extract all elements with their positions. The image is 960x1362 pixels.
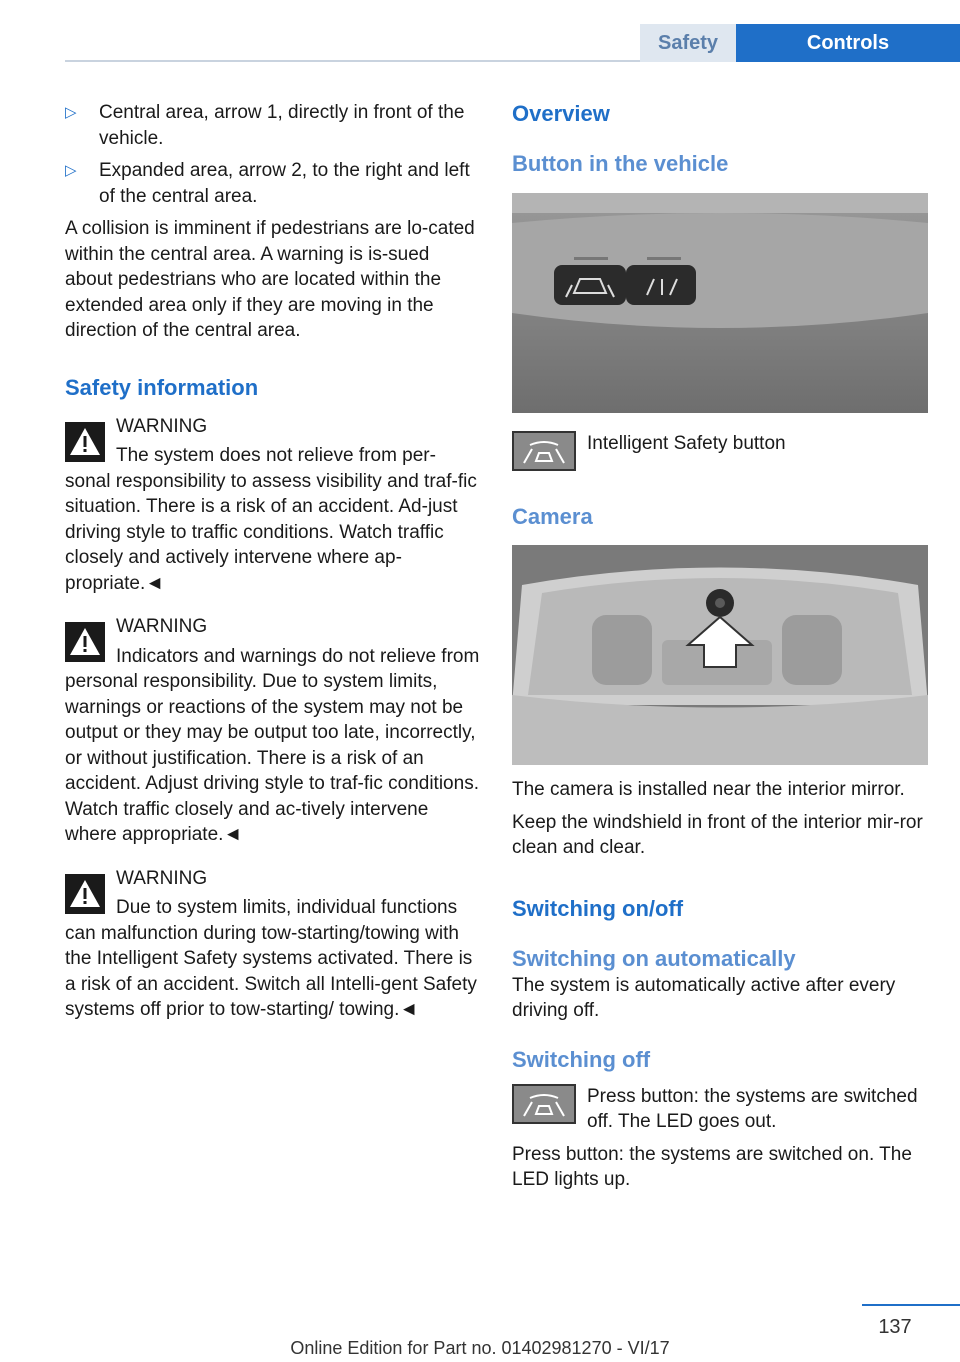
warning-block bbox=[65, 866, 481, 1023]
bullet-item bbox=[65, 158, 481, 209]
switch-on-auto-text: The system is automatically active after every driving off. bbox=[512, 974, 896, 1021]
switch-off-text: Press button: the systems are switched off. The LED goes out. bbox=[587, 1085, 918, 1132]
triangle-bullet-icon: ▷ bbox=[65, 162, 77, 179]
safety-heading: Safety information bbox=[65, 374, 259, 400]
switch-on-text: Press button: the systems are switched on. The LED lights up. bbox=[512, 1143, 912, 1190]
warning-text: Due to system limits, individual functions can malfunction during tow-starting/towing with the Intelligent Safety systems activated. There is a risk of an accident. Switch all Intelli-gent Safety systems off prior to tow-starting/ towing.◄ bbox=[65, 897, 477, 1020]
bullet-text: Central area, arrow 1, directly in front of the vehicle. bbox=[99, 102, 465, 149]
edition-note: Online Edition for Part no. 01402981270 - VI/17 bbox=[290, 1338, 670, 1358]
camera-location-text: The camera is installed near the interior mirror. bbox=[512, 779, 905, 800]
bullet-item bbox=[65, 100, 481, 151]
warning-block bbox=[65, 414, 481, 597]
warning-block bbox=[65, 614, 481, 848]
camera-heading: Camera bbox=[512, 504, 593, 529]
warning-title: WARNING bbox=[116, 415, 208, 437]
page-number: 137 bbox=[878, 1316, 912, 1338]
left-column bbox=[65, 100, 481, 1023]
button-caption: Intelligent Safety button bbox=[587, 433, 786, 454]
switch-off-row bbox=[512, 1084, 928, 1135]
button-heading: Button in the vehicle bbox=[512, 151, 729, 176]
collision-paragraph: A collision is imminent if pedestrians are lo-cated within the central area. A warning is is-sued about pedestrians who are located within the extended area only if they are moving in the direction of the central area. bbox=[65, 218, 475, 341]
warning-triangle-icon bbox=[65, 622, 105, 662]
switch-on-auto-heading: Switching on automatically bbox=[512, 945, 796, 971]
warning-title: WARNING bbox=[116, 616, 208, 637]
switch-off-heading: Switching off bbox=[512, 1046, 651, 1072]
tab-controls[interactable]: Controls bbox=[736, 24, 960, 62]
warning-title: WARNING bbox=[116, 867, 208, 889]
triangle-bullet-icon: ▷ bbox=[65, 104, 77, 121]
intelligent-safety-button-icon bbox=[512, 431, 576, 471]
footer-rule bbox=[862, 1304, 960, 1306]
warning-text: The system does not relieve from per-sonal responsibility to assess visibility and traf-fic situation. There is a risk of an accident. Ad-just driving style to traffic conditions. Watch traffic closely and actively intervene where ap-propriate.◄ bbox=[65, 445, 477, 594]
button-photo bbox=[512, 193, 928, 413]
warning-triangle-icon bbox=[65, 422, 105, 462]
button-caption-row bbox=[512, 431, 928, 471]
warning-triangle-icon bbox=[65, 874, 105, 914]
overview-heading: Overview bbox=[512, 101, 610, 126]
camera-windshield-text: Keep the windshield in front of the interior mir-ror clean and clear. bbox=[512, 811, 923, 858]
camera-photo bbox=[512, 545, 928, 765]
switching-heading: Switching on/off bbox=[512, 895, 684, 921]
warning-text: Indicators and warnings do not relieve from personal responsibility. Due to system limits, warnings or reactions of the system may not be output or they may be output too late, incorrectly, or without justification. There is a risk of an accident. Adjust driving style to traf-fic conditions. Watch traffic closely and ac-tively intervene where appropriate.◄ bbox=[65, 645, 480, 845]
right-column bbox=[512, 100, 928, 1193]
tab-safety[interactable]: Safety bbox=[640, 24, 736, 62]
intelligent-safety-button-icon bbox=[512, 1084, 576, 1124]
bullet-text: Expanded area, arrow 2, to the right and left of the central area. bbox=[99, 160, 470, 207]
